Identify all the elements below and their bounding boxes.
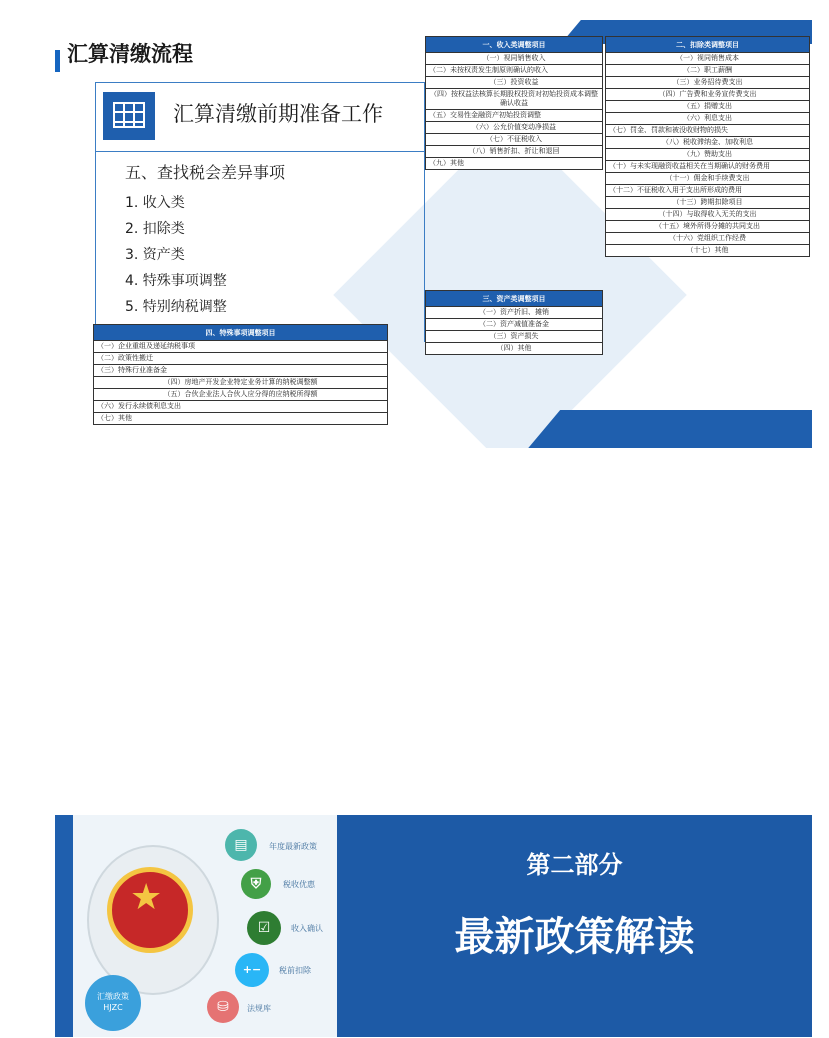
table-row: （五）交易性金融资产初始投资调整 (426, 110, 603, 122)
orb-label: 税前扣除 (279, 966, 311, 975)
table-header: 三、资产类调整项目 (426, 291, 603, 307)
table-row: （十）与未实现融资收益相关在当期确认的财务费用 (606, 161, 810, 173)
table-row: （一）视同销售收入 (426, 53, 603, 65)
badge-text: 汇缴政策 (97, 992, 129, 1001)
table-row: （十四）与取得收入无关的支出 (606, 209, 810, 221)
orb-label: 年度最新政策 (269, 842, 317, 851)
table-row: （二）职工薪酬 (606, 65, 810, 77)
special-adjustment-table (93, 324, 388, 425)
decor-stripe (510, 410, 812, 448)
table-row: （六）发行永续债利息支出 (94, 401, 388, 413)
table-row: （三）业务招待费支出 (606, 77, 810, 89)
decor-stripe (55, 815, 73, 1037)
income-adjustment-table (425, 36, 603, 170)
table-row: （七）不征税收入 (426, 134, 603, 146)
table-row: （五）捐赠支出 (606, 101, 810, 113)
database-icon: ⛁ (207, 991, 239, 1023)
table-row: （二）政策性搬迁 (94, 353, 388, 365)
table-icon (103, 92, 155, 140)
section-label: 汇算清缴前期准备工作 (173, 102, 383, 126)
slide-part-two (55, 815, 812, 1037)
checkbox-icon: ☑ (247, 911, 281, 945)
part-label: 第二部分 (526, 851, 623, 879)
table-row: （八）销售折扣、折让和退回 (426, 146, 603, 158)
table-row: （十二）不征税收入用于支出所形成的费用 (606, 185, 810, 197)
table-row: （十七）其他 (606, 245, 810, 257)
shield-icon: ⛨ (241, 869, 271, 899)
badge-text: HJZC (103, 1003, 123, 1012)
table-row: （七）罚金、罚款和被没收财物的损失 (606, 125, 810, 137)
outline-item: 5. 特别纳税调整 (125, 299, 227, 315)
part-title: 最新政策解读 (454, 914, 695, 960)
orb-label: 法规库 (247, 1004, 271, 1013)
deduction-adjustment-table (605, 36, 810, 257)
slide-title: 汇算清缴流程 (67, 42, 193, 66)
outline-item: 2. 扣除类 (125, 221, 185, 237)
table-row: （三）投资收益 (426, 77, 603, 89)
table-row: （三）资产损失 (426, 331, 603, 343)
table-row: （八）税收滞纳金、加收利息 (606, 137, 810, 149)
table-header: 二、扣除类调整项目 (606, 37, 810, 53)
outline-item: 4. 特殊事项调整 (125, 273, 227, 289)
table-row: （五）合伙企业法人合伙人应分得的应纳税所得额 (94, 389, 388, 401)
document-icon: ▤ (225, 829, 257, 861)
outline-item: 3. 资产类 (125, 247, 185, 263)
outline-item: 1. 收入类 (125, 195, 185, 211)
table-row: （四）广告费和业务宣传费支出 (606, 89, 810, 101)
orb-label: 收入确认 (291, 924, 323, 933)
asset-adjustment-table (425, 290, 603, 355)
table-row: （四）其他 (426, 343, 603, 355)
orb-label: 税收优惠 (283, 880, 315, 889)
title-accent-bar (55, 50, 60, 72)
table-header: 一、收入类调整项目 (426, 37, 603, 53)
table-row: （四）按权益法核算长期股权投资对初始投资成本调整确认收益 (426, 89, 603, 110)
table-row: （十一）佣金和手续费支出 (606, 173, 810, 185)
table-row: （一）资产折旧、摊销 (426, 307, 603, 319)
table-row: （二）资产减值准备金 (426, 319, 603, 331)
table-row: （一）视同销售成本 (606, 53, 810, 65)
table-row: （十六）党组织工作经费 (606, 233, 810, 245)
calculator-icon: +− (235, 953, 269, 987)
table-row: （一）企业重组及递延纳税事项 (94, 341, 388, 353)
table-row: （六）公允价值变动净损益 (426, 122, 603, 134)
star-icon: ★ (130, 877, 163, 918)
table-header: 四、特殊事项调整项目 (94, 325, 388, 341)
table-row: （十三）跨期扣除项目 (606, 197, 810, 209)
table-row: （六）利息支出 (606, 113, 810, 125)
table-row: （三）特殊行业准备金 (94, 365, 388, 377)
policy-badge (85, 975, 141, 1031)
slide-process (55, 20, 812, 448)
table-row: （二）未按权责发生制原则确认的收入 (426, 65, 603, 77)
table-row: （四）房地产开发企业特定业务计算的纳税调整额 (94, 377, 388, 389)
table-row: （七）其他 (94, 413, 388, 425)
part-title-panel (337, 815, 812, 1037)
table-row: （十五）境外所得分摊的共同支出 (606, 221, 810, 233)
table-row: （九）赞助支出 (606, 149, 810, 161)
outline-heading: 五、查找税会差异事项 (125, 163, 286, 182)
table-row: （九）其他 (426, 158, 603, 170)
